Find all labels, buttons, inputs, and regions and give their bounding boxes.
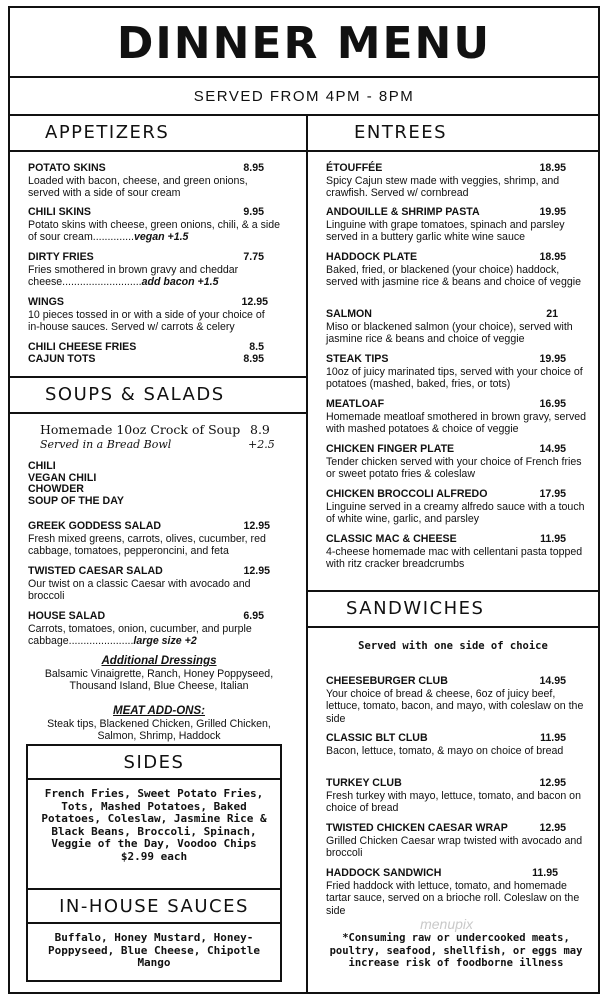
item-description: Grilled Chicken Caesar wrap twisted with avocado and broccoli xyxy=(326,834,583,859)
menu-item xyxy=(326,732,588,757)
divider xyxy=(10,150,306,152)
item-name: CHEESEBURGER CLUB xyxy=(326,675,448,687)
sides-price: $2.99 each xyxy=(120,849,188,863)
item-price: 12.95 xyxy=(539,822,566,834)
item-price: 9.95 xyxy=(243,206,264,218)
item-description: Baked, fried, or blackened (your choice) haddock, served with jasmine rice & beans and choice of veggie xyxy=(326,263,581,288)
menu-item xyxy=(28,610,280,648)
divider xyxy=(10,76,598,78)
item-name: WINGS xyxy=(28,296,64,308)
item-name: CHICKEN BROCCOLI ALFREDO xyxy=(326,488,488,500)
menu-item xyxy=(28,206,286,244)
item-name: CHICKEN FINGER PLATE xyxy=(326,443,455,455)
item-description: Loaded with bacon, cheese, and green onions, served with a side of sour cream xyxy=(28,174,248,199)
item-description: Fried haddock with lettuce, tomato, and homemade tartar sauce, served on a brioche roll. Coleslaw on the side xyxy=(326,879,580,917)
item-name: CHILI SKINS xyxy=(28,206,91,218)
menu-item xyxy=(326,443,588,481)
item-description: Fresh turkey with mayo, lettuce, tomato, and bacon on choice of bread xyxy=(326,789,581,814)
item-name: HOUSE SALAD xyxy=(28,610,106,622)
item-name: HADDOCK PLATE xyxy=(326,251,418,263)
item-price: 7.75 xyxy=(243,251,264,263)
item-price: 14.95 xyxy=(539,675,566,687)
column-divider xyxy=(306,116,308,992)
item-price: 11.95 xyxy=(540,533,566,545)
soup-crock-price: 8.9 xyxy=(250,422,270,437)
soup-item: VEGAN CHILI xyxy=(28,471,97,484)
sandwich-side-note: Served with one side of choice xyxy=(358,640,548,652)
item-description: Miso or blackened salmon (your choice), served with jasmine rice & beans and choice of veggie xyxy=(326,320,573,345)
item-price: 19.95 xyxy=(539,353,566,365)
sandwiches-heading: SANDWICHES xyxy=(346,598,485,619)
item-price: 12.95 xyxy=(241,296,268,308)
item-price: 8.5 xyxy=(249,341,264,353)
item-name: ÉTOUFFÉE xyxy=(326,162,383,174)
divider xyxy=(10,376,306,378)
item-description: 10 pieces tossed in or with a side of your choice of in-house sauces. Served w/ carrots & celery xyxy=(28,308,265,333)
menu-item xyxy=(326,206,596,244)
item-name: CLASSIC BLT CLUB xyxy=(326,732,428,744)
menu-item xyxy=(326,308,588,346)
soup-item: CHILI xyxy=(28,460,56,472)
meat-addons-list: Steak tips, Blackened Chicken, Grilled Chicken, Salmon, Shrimp, Haddock xyxy=(47,717,271,742)
item-description: Our twist on a classic Caesar with avocado and broccoli xyxy=(28,577,251,602)
menu-item xyxy=(326,675,588,725)
sauces-heading: IN-HOUSE SAUCES xyxy=(28,890,280,924)
soup-item: SOUP OF THE DAY xyxy=(28,494,124,507)
menu-item xyxy=(28,520,280,558)
item-description: Fries smothered in brown gravy and cheddar cheese........................... xyxy=(28,263,239,288)
item-name: HADDOCK SANDWICH xyxy=(326,867,442,879)
item-description: Spicy Cajun stew made with veggies, shrimp, and crawfish. Served w/ cornbread xyxy=(326,174,560,199)
item-name: CHILI CHEESE FRIES xyxy=(28,341,137,353)
sauces-box xyxy=(26,888,282,982)
sides-heading: SIDES xyxy=(28,746,280,780)
item-price: 21 xyxy=(546,308,558,320)
menu-item xyxy=(326,867,588,917)
dressings-heading: Additional Dressings xyxy=(101,655,217,667)
menu-item xyxy=(326,533,588,571)
item-description: Your choice of bread & cheese, 6oz of juicy beef, lettuce, tomato, bacon, and mayo, with coleslaw on the side xyxy=(326,687,584,725)
item-price: 18.95 xyxy=(539,162,566,174)
item-name: STEAK TIPS xyxy=(326,353,389,365)
item-price: 18.95 xyxy=(539,251,566,263)
dressings-list: Balsamic Vinaigrette, Ranch, Honey Poppyseed, Thousand Island, Blue Cheese, Italian xyxy=(44,667,274,692)
item-price: 19.95 xyxy=(539,206,566,218)
item-upcharge: vegan +1.5 xyxy=(133,231,189,243)
item-description: 4-cheese homemade mac with cellentani pasta topped with ritz cracker breadcrumbs xyxy=(326,545,583,570)
divider xyxy=(10,412,306,414)
item-price: 6.95 xyxy=(243,610,264,622)
item-price: 12.95 xyxy=(243,565,270,577)
sauces-list: Buffalo, Honey Mustard, Honey-Poppyseed, Blue Cheese, Chipotle Mango xyxy=(48,931,260,969)
item-price: 16.95 xyxy=(539,398,566,410)
bread-bowl-label: Served in a Bread Bowl xyxy=(40,438,172,451)
item-description: Linguine served in a creamy alfredo sauce with a touch of white wine, garlic, and parsley xyxy=(326,500,585,525)
item-upcharge: large size +2 xyxy=(133,635,197,647)
item-description: Tender chicken served with your choice of French fries or sweet potato fries & coleslaw xyxy=(326,455,582,480)
item-price: 12.95 xyxy=(539,777,566,789)
item-price: 8.95 xyxy=(243,162,264,174)
watermark: menupix xyxy=(420,916,473,932)
menu-item xyxy=(28,341,264,354)
sides-list xyxy=(28,780,280,863)
item-price: 8.95 xyxy=(243,353,264,365)
item-price: 11.95 xyxy=(540,732,566,744)
item-name: SALMON xyxy=(326,308,372,320)
item-description: Homemade meatloaf smothered in brown gravy, served with mashed potatoes & choice of veggie xyxy=(326,410,587,435)
item-description: Bacon, lettuce, tomato, & mayo on choice of bread xyxy=(326,744,564,757)
dressings-block xyxy=(28,655,290,693)
item-name: TWISTED CHICKEN CAESAR WRAP xyxy=(326,822,508,834)
item-upcharge: add bacon +1.5 xyxy=(141,276,219,288)
item-price: 11.95 xyxy=(532,867,558,879)
page-title: DINNER MENU xyxy=(116,18,492,69)
bread-bowl-price: +2.5 xyxy=(248,438,275,451)
item-name: ANDOUILLE & SHRIMP PASTA xyxy=(326,206,480,218)
appetizers-heading: APPETIZERS xyxy=(45,122,170,143)
menu-item xyxy=(28,251,264,289)
item-name: CLASSIC MAC & CHEESE xyxy=(326,533,457,545)
item-description: Fresh mixed greens, carrots, olives, cucumber, red cabbage, tomatoes, pepperoncini, and feta xyxy=(28,532,266,557)
menu-item xyxy=(326,822,588,860)
entrees-heading: ENTREES xyxy=(354,122,448,143)
menu-item xyxy=(28,565,280,603)
item-description: Linguine with grape tomatoes, spinach and parsley served in a buttery garlic white wine sauce xyxy=(326,218,565,243)
item-price: 12.95 xyxy=(243,520,270,532)
item-description: Potato skins with cheese, green onions, chili, & a side of sour cream.............. xyxy=(28,218,281,243)
item-name: TURKEY CLUB xyxy=(326,777,402,789)
item-name: GREEK GODDESS SALAD xyxy=(28,520,162,532)
food-safety-warning: *Consuming raw or undercooked meats, poultry, seafood, shellfish, or eggs may increase risk of foodborne illness xyxy=(329,932,583,969)
menu-item xyxy=(28,296,278,334)
divider xyxy=(10,114,598,116)
served-hours: SERVED FROM 4PM - 8PM xyxy=(193,88,415,105)
menu-page xyxy=(8,6,600,994)
item-name: MEATLOAF xyxy=(326,398,385,410)
soup-list xyxy=(28,461,124,507)
menu-item xyxy=(28,353,264,366)
divider xyxy=(306,590,598,592)
sides-box xyxy=(26,744,282,890)
soup-crock-label: Homemade 10oz Crock of Soup xyxy=(40,422,241,437)
menu-item xyxy=(326,251,588,289)
item-name: POTATO SKINS xyxy=(28,162,106,174)
item-price: 17.95 xyxy=(539,488,566,500)
sides-items: French Fries, Sweet Potato Fries, Tots, Mashed Potatoes, Baked Potatoes, Coleslaw, Jasmine Rice & Black Beans, Broccoli, Spinach, Veggie of the Day, Voodoo Chips xyxy=(41,787,267,850)
item-name: CAJUN TOTS xyxy=(28,353,96,365)
item-name: DIRTY FRIES xyxy=(28,251,94,263)
soup-item: CHOWDER xyxy=(28,483,84,495)
item-name: TWISTED CAESAR SALAD xyxy=(28,565,163,577)
menu-item xyxy=(326,488,588,526)
meat-addons-heading: MEAT ADD-ONS: xyxy=(113,705,205,717)
divider xyxy=(306,626,598,628)
menu-item xyxy=(326,398,588,436)
item-description: Carrots, tomatoes, onion, cucumber, and purple cabbage...................... xyxy=(28,622,252,647)
divider xyxy=(306,150,598,152)
menu-item xyxy=(28,162,264,200)
soups-salads-heading: SOUPS & SALADS xyxy=(45,384,225,405)
item-description: 10oz of juicy marinated tips, served with your choice of potatoes (mashed, baked, fries, or tots) xyxy=(326,365,583,390)
meat-addons-block xyxy=(28,705,290,743)
item-price: 14.95 xyxy=(539,443,566,455)
menu-item xyxy=(326,353,588,391)
menu-item xyxy=(326,777,588,815)
menu-item xyxy=(326,162,588,200)
